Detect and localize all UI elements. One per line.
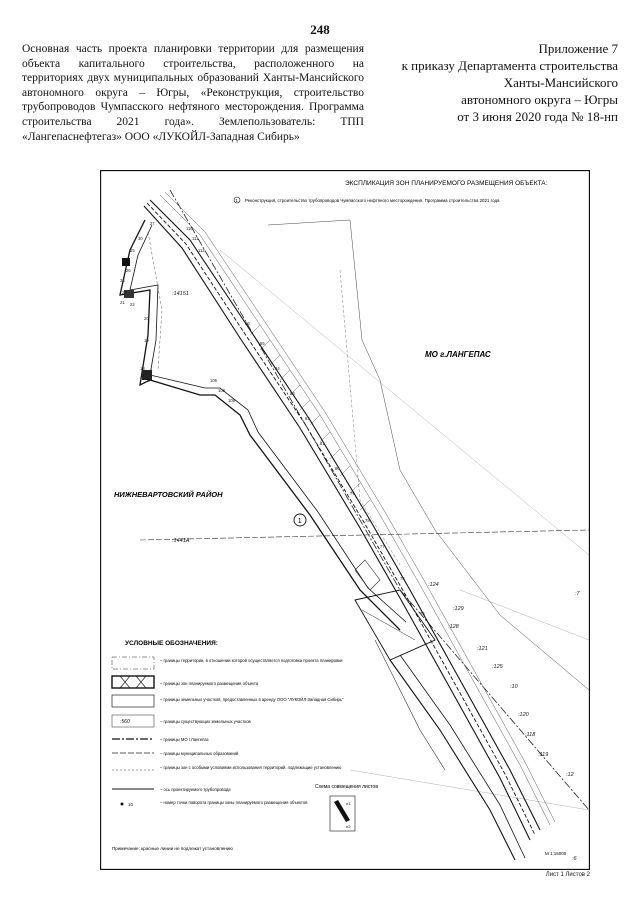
turn-point-label: 19 [144, 338, 149, 343]
turn-point-label: 30 [138, 236, 143, 241]
turn-point-label: 26 [126, 268, 131, 273]
existing-parcel-number: :10 [510, 684, 518, 690]
turn-point-label: 109 [228, 398, 235, 403]
map-scale: М 1:15000 [545, 851, 567, 856]
turn-point-label: 75 [420, 611, 425, 616]
turn-point-label: 106 [210, 378, 217, 383]
page-number: 248 [310, 22, 330, 37]
sheet-counter: Лист 1 Листов 2 [545, 872, 590, 878]
existing-parcel-number: :121 [477, 646, 488, 652]
turn-point-label: 77 [380, 544, 385, 549]
appendix-line-3: Ханты-Мансийского [503, 75, 618, 90]
legend-note: Примечание: красные линии не подлежат установлению [112, 846, 233, 851]
turn-point-label: 84 [275, 366, 280, 371]
existing-parcel-number: :12 [566, 772, 574, 778]
legend-item: – границы зон с особыми условиями использования территорий, подлежащие установлению [160, 765, 342, 770]
existing-parcel-number: :124 [428, 582, 439, 588]
turn-point-label: 23 [122, 290, 127, 295]
explication-item: Реконструкция, строительство трубопроводов Чумпасского нефтяного месторождения. Программа строительства 2021 года [245, 198, 500, 203]
turn-point-label: 82 [305, 416, 310, 421]
legend-swatch-point [121, 803, 124, 806]
turn-point-label: 112 [198, 248, 205, 253]
legend-title: УСЛОВНЫЕ ОБОЗНАЧЕНИЯ: [125, 640, 218, 647]
turn-point-label: 80 [335, 466, 340, 471]
legend-item: – границы земельных участков, предоставленных в аренду ООО "ЛУКОЙЛ-Западная Сибирь" [160, 697, 344, 702]
zone-block [122, 258, 130, 266]
existing-parcel-number: :118 [525, 732, 536, 738]
appendix-line-2: к приказу Департамента строительства [401, 58, 618, 73]
existing-parcel-number: :128 [448, 624, 459, 630]
scheme-title: Схема совмещения листов [315, 784, 378, 790]
existing-parcel-number: :14151 [172, 291, 189, 297]
legend-item: – номер точки поворота границы зоны планируемого размещения объектов [160, 800, 308, 805]
existing-parcel-number: :129 [453, 606, 464, 612]
existing-parcel-number: :119 [538, 752, 549, 758]
turn-point-label: 85 [260, 341, 265, 346]
turn-point-label: 18 [140, 366, 145, 371]
existing-parcel-number: :7 [575, 591, 580, 597]
turn-point-label: 27 [150, 221, 155, 226]
region-label-nizhnevartovsk: НИЖНЕВАРТОВСКИЙ РАЙОН [114, 490, 223, 499]
legend-item: – границы зон планируемого размещения объекта [160, 681, 259, 686]
turn-point-label: 24 [120, 278, 125, 283]
turn-point-label: 21 [120, 300, 125, 305]
legend-item: – границы существующих земельных участков [160, 719, 251, 724]
zone-marker-number: 1 [297, 518, 302, 525]
legend-item: – ось проектируемого трубопровода [160, 787, 231, 792]
explication-marker-number: 1 [235, 198, 238, 203]
existing-parcel-number: :120 [518, 712, 529, 718]
existing-parcel-number: :1441А [172, 538, 190, 544]
turn-point-label: 79 [350, 491, 355, 496]
scheme-sheet-label: л2 [346, 824, 351, 829]
turn-point-label: 78 [365, 518, 370, 523]
legend-item: – границы муниципальных образований [160, 751, 239, 756]
turn-point-label: 108 [218, 388, 225, 393]
turn-point-label: 17 [146, 378, 151, 383]
turn-point-label: 76 [400, 576, 405, 581]
appendix-header [368, 40, 618, 125]
region-label-langepas: МО г.ЛАНГЕПАС [425, 350, 491, 359]
scheme-sheet-label: л1 [346, 801, 351, 806]
appendix-line-5: от 3 июня 2020 года № 18-нп [457, 109, 618, 124]
map-title: ЭКСПЛИКАЦИЯ ЗОН ПЛАНИРУЕМОГО РАЗМЕЩЕНИЯ ОБЪЕКТА: [345, 180, 548, 187]
appendix-line-4: автономного округа – Югры [461, 92, 618, 107]
planning-map [100, 170, 590, 870]
legend-swatch-label: :560 [120, 719, 130, 725]
turn-point-label: 25 [130, 248, 135, 253]
legend-item: – границы МО г.Лангепас [160, 737, 209, 742]
legend-item: – границы территории, в отношении которой осуществляется подготовка проекта планировки [160, 658, 343, 663]
turn-point-label: 86 [245, 321, 250, 326]
turn-point-label: 83 [290, 391, 295, 396]
turn-point-label: 22 [130, 302, 135, 307]
turn-point-label: 111 [192, 236, 199, 241]
legend-swatch-label: 10 [128, 802, 134, 807]
turn-point-label: 81 [320, 441, 325, 446]
appendix-line-1: Приложение 7 [538, 41, 618, 56]
existing-parcel-number: :6 [572, 856, 577, 862]
turn-point-label: 110 [186, 226, 193, 231]
turn-point-label: 20 [144, 316, 149, 321]
existing-parcel-number: :125 [492, 664, 503, 670]
document-title: Основная часть проекта планировки территории для размещения объекта капитального строительства, расположенного на территориях двух муниципальных образований Ханты-Мансийского автономного округа – Югры, «Реконструкция, строительство трубопроводов Чумпасского нефтяного месторождения. Программа строительства 2021 года». Землепользователь: ТПП «Лангепаснефтегаз» ООО «ЛУКОЙЛ-Западная Сибирь» [22, 43, 364, 143]
